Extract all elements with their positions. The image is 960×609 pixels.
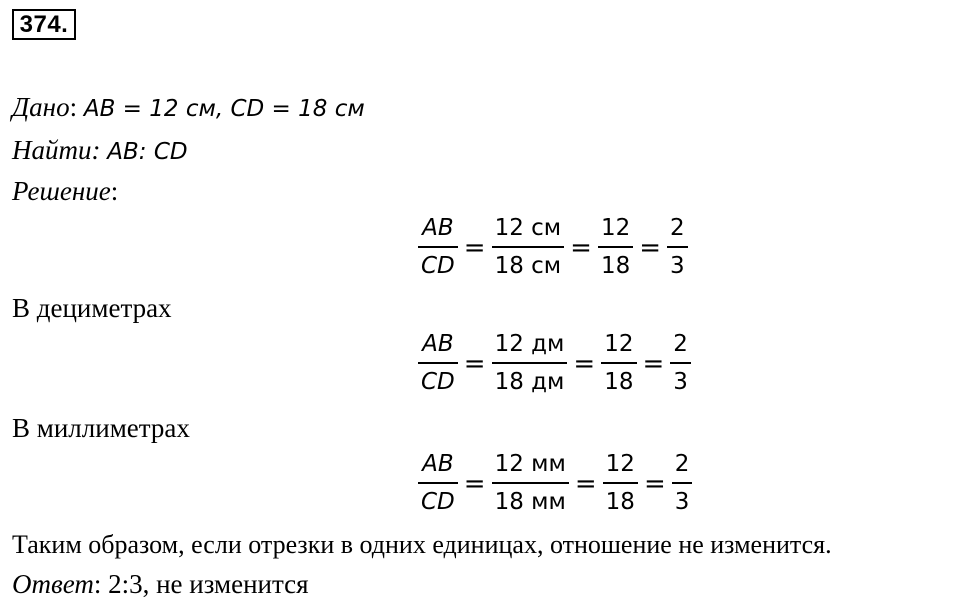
fraction-bar [492, 246, 565, 248]
equals-sign: = [463, 348, 486, 379]
fraction-ab-cd [418, 214, 458, 281]
fraction-denominator: CD [421, 253, 455, 279]
fraction-bar [672, 482, 693, 484]
fraction-units [492, 330, 568, 397]
equals-sign: = [463, 468, 486, 499]
find-expression: AB: CD [107, 139, 188, 165]
equals-sign: = [570, 232, 592, 263]
given-expression: AB = 12 см, CD = 18 см [83, 96, 365, 122]
fraction-denominator: 18 мм [494, 489, 566, 515]
fraction-numerator: 12 см [494, 215, 562, 241]
equals-sign: = [642, 348, 665, 379]
fraction-ab-cd [418, 450, 458, 517]
fraction-numerator: AB [422, 331, 454, 357]
equation-mm [418, 450, 692, 517]
fraction-numerator: 12 [605, 451, 635, 477]
fraction-denominator: 18 [600, 253, 631, 279]
fraction-result [667, 214, 688, 281]
fraction-denominator: 18 см [494, 253, 562, 279]
fraction-denominator: 18 [605, 489, 635, 515]
fraction-bar [601, 362, 636, 364]
find-label: Найти: [12, 135, 101, 165]
given-label: Дано [12, 92, 70, 122]
fraction-numbers [601, 330, 636, 397]
equation-dm [418, 330, 691, 397]
heading-millimeters: В миллиметрах [12, 413, 190, 443]
equals-sign: = [643, 468, 666, 499]
fraction-numbers [603, 450, 638, 517]
fraction-result [670, 330, 691, 397]
find-line [12, 135, 188, 167]
fraction-numerator: 12 [600, 215, 631, 241]
equals-sign: = [574, 468, 597, 499]
answer-colon: : [93, 569, 102, 599]
solution-colon: : [110, 176, 119, 206]
fraction-numerator: 2 [670, 215, 685, 241]
fraction-result [672, 450, 693, 517]
fraction-bar [418, 246, 458, 248]
answer-line [12, 569, 309, 599]
fraction-denominator: 18 [604, 369, 634, 395]
given-line [12, 92, 365, 124]
fraction-numerator: 12 дм [494, 331, 565, 357]
fraction-numerator: 2 [674, 451, 690, 477]
fraction-bar [418, 482, 458, 484]
fraction-bar [603, 482, 638, 484]
equation-cm [418, 214, 688, 281]
fraction-denominator: 3 [670, 253, 685, 279]
solution-line [12, 176, 118, 206]
equals-sign: = [639, 232, 662, 263]
fraction-bar [598, 246, 633, 248]
fraction-denominator: 3 [674, 489, 690, 515]
conclusion-text: Таким образом, если отрезки в одних единицах, отношение не изменится. [12, 530, 832, 559]
fraction-bar [492, 482, 569, 484]
fraction-bar [418, 362, 458, 364]
fraction-ab-cd [418, 330, 458, 397]
fraction-numerator: 2 [673, 331, 688, 357]
heading-decimeters: В дециметрах [12, 293, 172, 323]
solution-label: Решение [12, 176, 111, 206]
problem-number: 374. [12, 9, 76, 40]
fraction-bar [492, 362, 568, 364]
equals-sign: = [463, 232, 486, 263]
fraction-numbers [598, 214, 633, 281]
fraction-denominator: 3 [673, 369, 688, 395]
given-colon: : [69, 92, 78, 122]
fraction-bar [670, 362, 691, 364]
answer-text: 2:3, не изменится [101, 569, 309, 599]
equals-sign: = [573, 348, 596, 379]
fraction-units [492, 214, 565, 281]
fraction-denominator: CD [421, 489, 455, 515]
fraction-denominator: 18 дм [494, 369, 565, 395]
fraction-numerator: AB [422, 451, 454, 477]
fraction-numerator: 12 мм [494, 451, 566, 477]
fraction-denominator: CD [421, 369, 455, 395]
fraction-units [492, 450, 569, 517]
answer-label: Ответ [12, 569, 94, 599]
fraction-numerator: 12 [604, 331, 634, 357]
fraction-bar [667, 246, 688, 248]
fraction-numerator: AB [422, 215, 454, 241]
